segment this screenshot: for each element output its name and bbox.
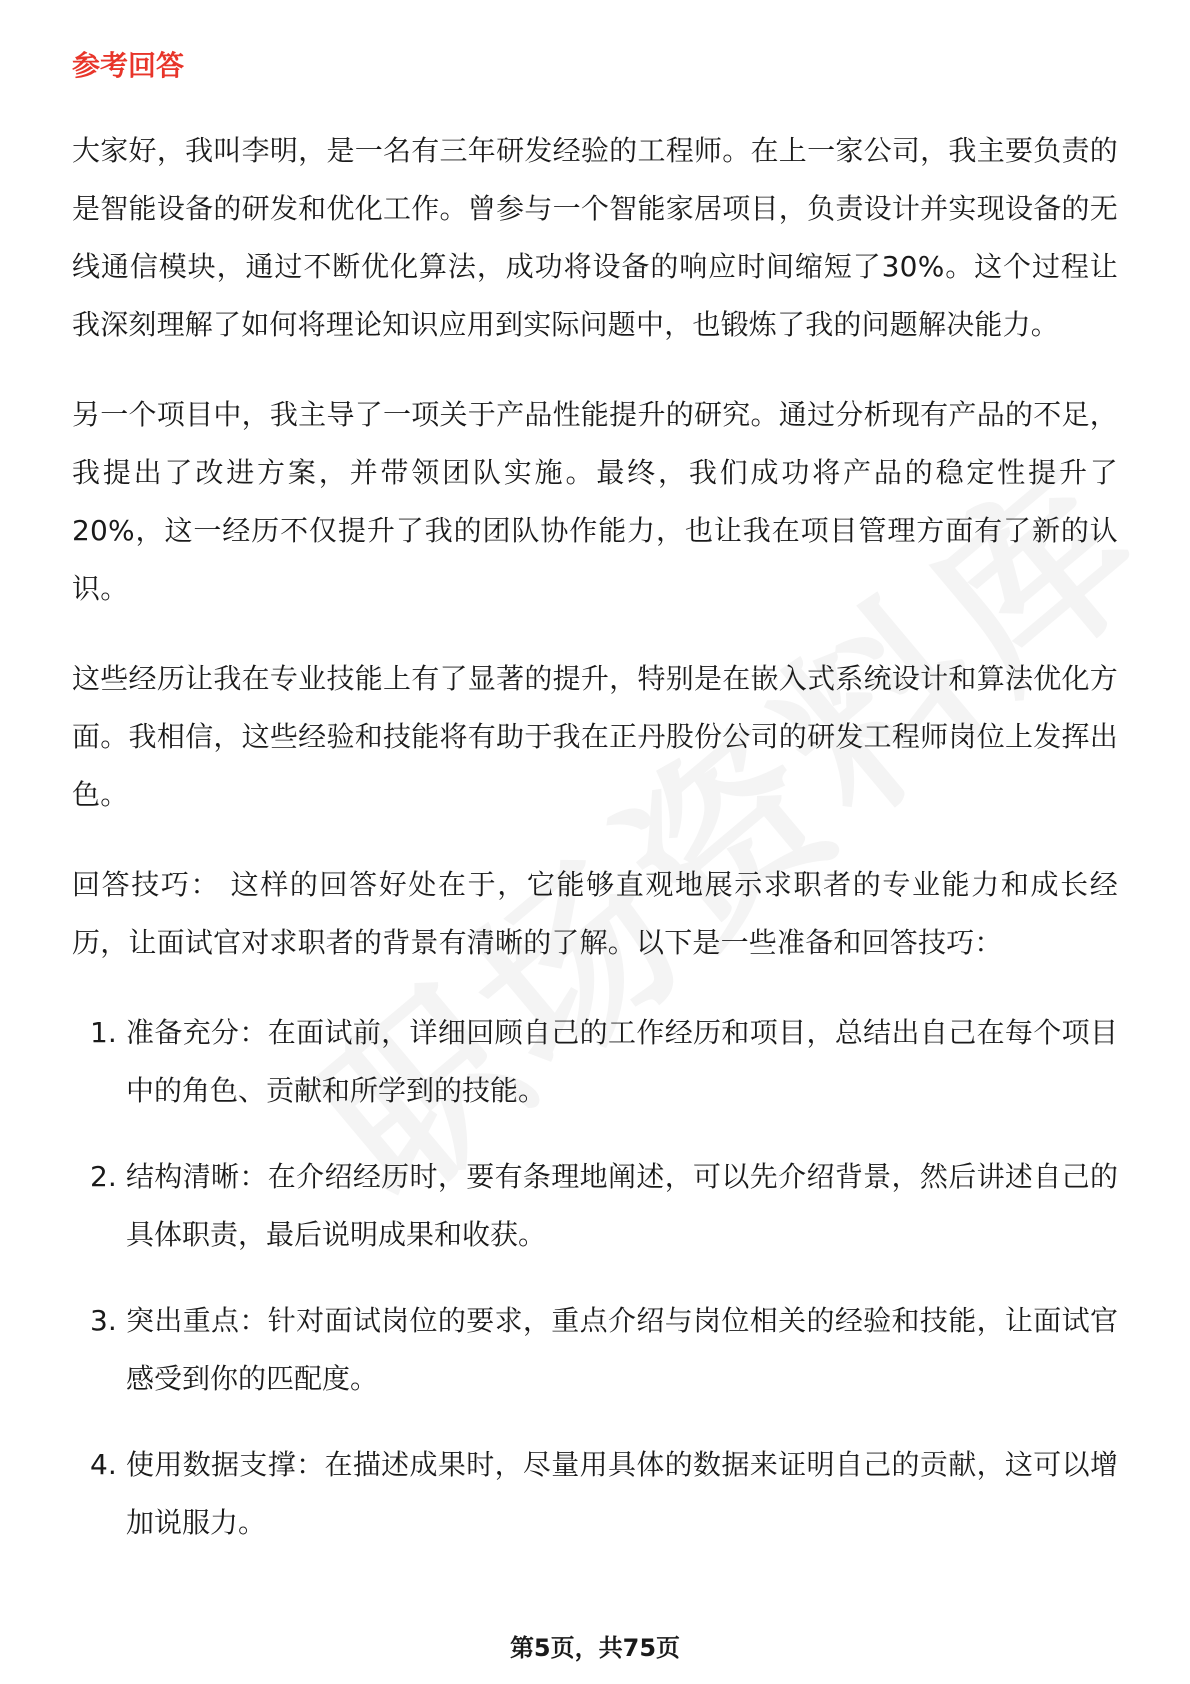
list-item-text: 突出重点：针对面试岗位的要求，重点介绍与岗位相关的经验和技能，让面试官感受到你的匹配度。 — [126, 1304, 1118, 1395]
tips-intro-paragraph: 回答技巧： 这样的回答好处在于，它能够直观地展示求职者的专业能力和成长经历，让面试官对求职者的背景有清晰的了解。以下是一些准备和回答技巧： — [72, 868, 1118, 959]
list-item-number: 1. — [90, 1016, 117, 1049]
list-item — [72, 1292, 1118, 1408]
list-item-number: 2. — [90, 1160, 117, 1193]
tips-list — [72, 1004, 1118, 1552]
list-item — [72, 1004, 1118, 1120]
page-number-footer: 第5页，共75页 — [509, 1634, 681, 1662]
document-page — [72, 46, 1118, 1580]
answer-paragraph-2: 另一个项目中，我主导了一项关于产品性能提升的研究。通过分析现有产品的不足，我提出了改进方案，并带领团队实施。最终，我们成功将产品的稳定性提升了20%，这一经历不仅提升了我的团队协作能力，也让我在项目管理方面有了新的认识。 — [72, 398, 1118, 605]
list-item-text: 结构清晰：在介绍经历时，要有条理地阐述，可以先介绍背景，然后讲述自己的具体职责，最后说明成果和收获。 — [126, 1160, 1118, 1251]
answer-paragraph-1: 大家好，我叫李明，是一名有三年研发经验的工程师。在上一家公司，我主要负责的是智能设备的研发和优化工作。曾参与一个智能家居项目，负责设计并实现设备的无线通信模块，通过不断优化算法，成功将设备的响应时间缩短了30%。这个过程让我深刻理解了如何将理论知识应用到实际问题中，也锻炼了我的问题解决能力。 — [72, 134, 1118, 341]
list-item — [72, 1436, 1118, 1552]
list-item-number: 3. — [90, 1304, 117, 1337]
list-item — [72, 1148, 1118, 1264]
list-item-number: 4. — [90, 1448, 117, 1481]
list-item-text: 使用数据支撑：在描述成果时，尽量用具体的数据来证明自己的贡献，这可以增加说服力。 — [126, 1448, 1118, 1539]
section-heading: 参考回答 — [72, 49, 185, 82]
answer-paragraph-3: 这些经历让我在专业技能上有了显著的提升，特别是在嵌入式系统设计和算法优化方面。我相信，这些经验和技能将有助于我在正丹股份公司的研发工程师岗位上发挥出色。 — [72, 662, 1118, 811]
list-item-text: 准备充分：在面试前，详细回顾自己的工作经历和项目，总结出自己在每个项目中的角色、贡献和所学到的技能。 — [126, 1016, 1118, 1107]
